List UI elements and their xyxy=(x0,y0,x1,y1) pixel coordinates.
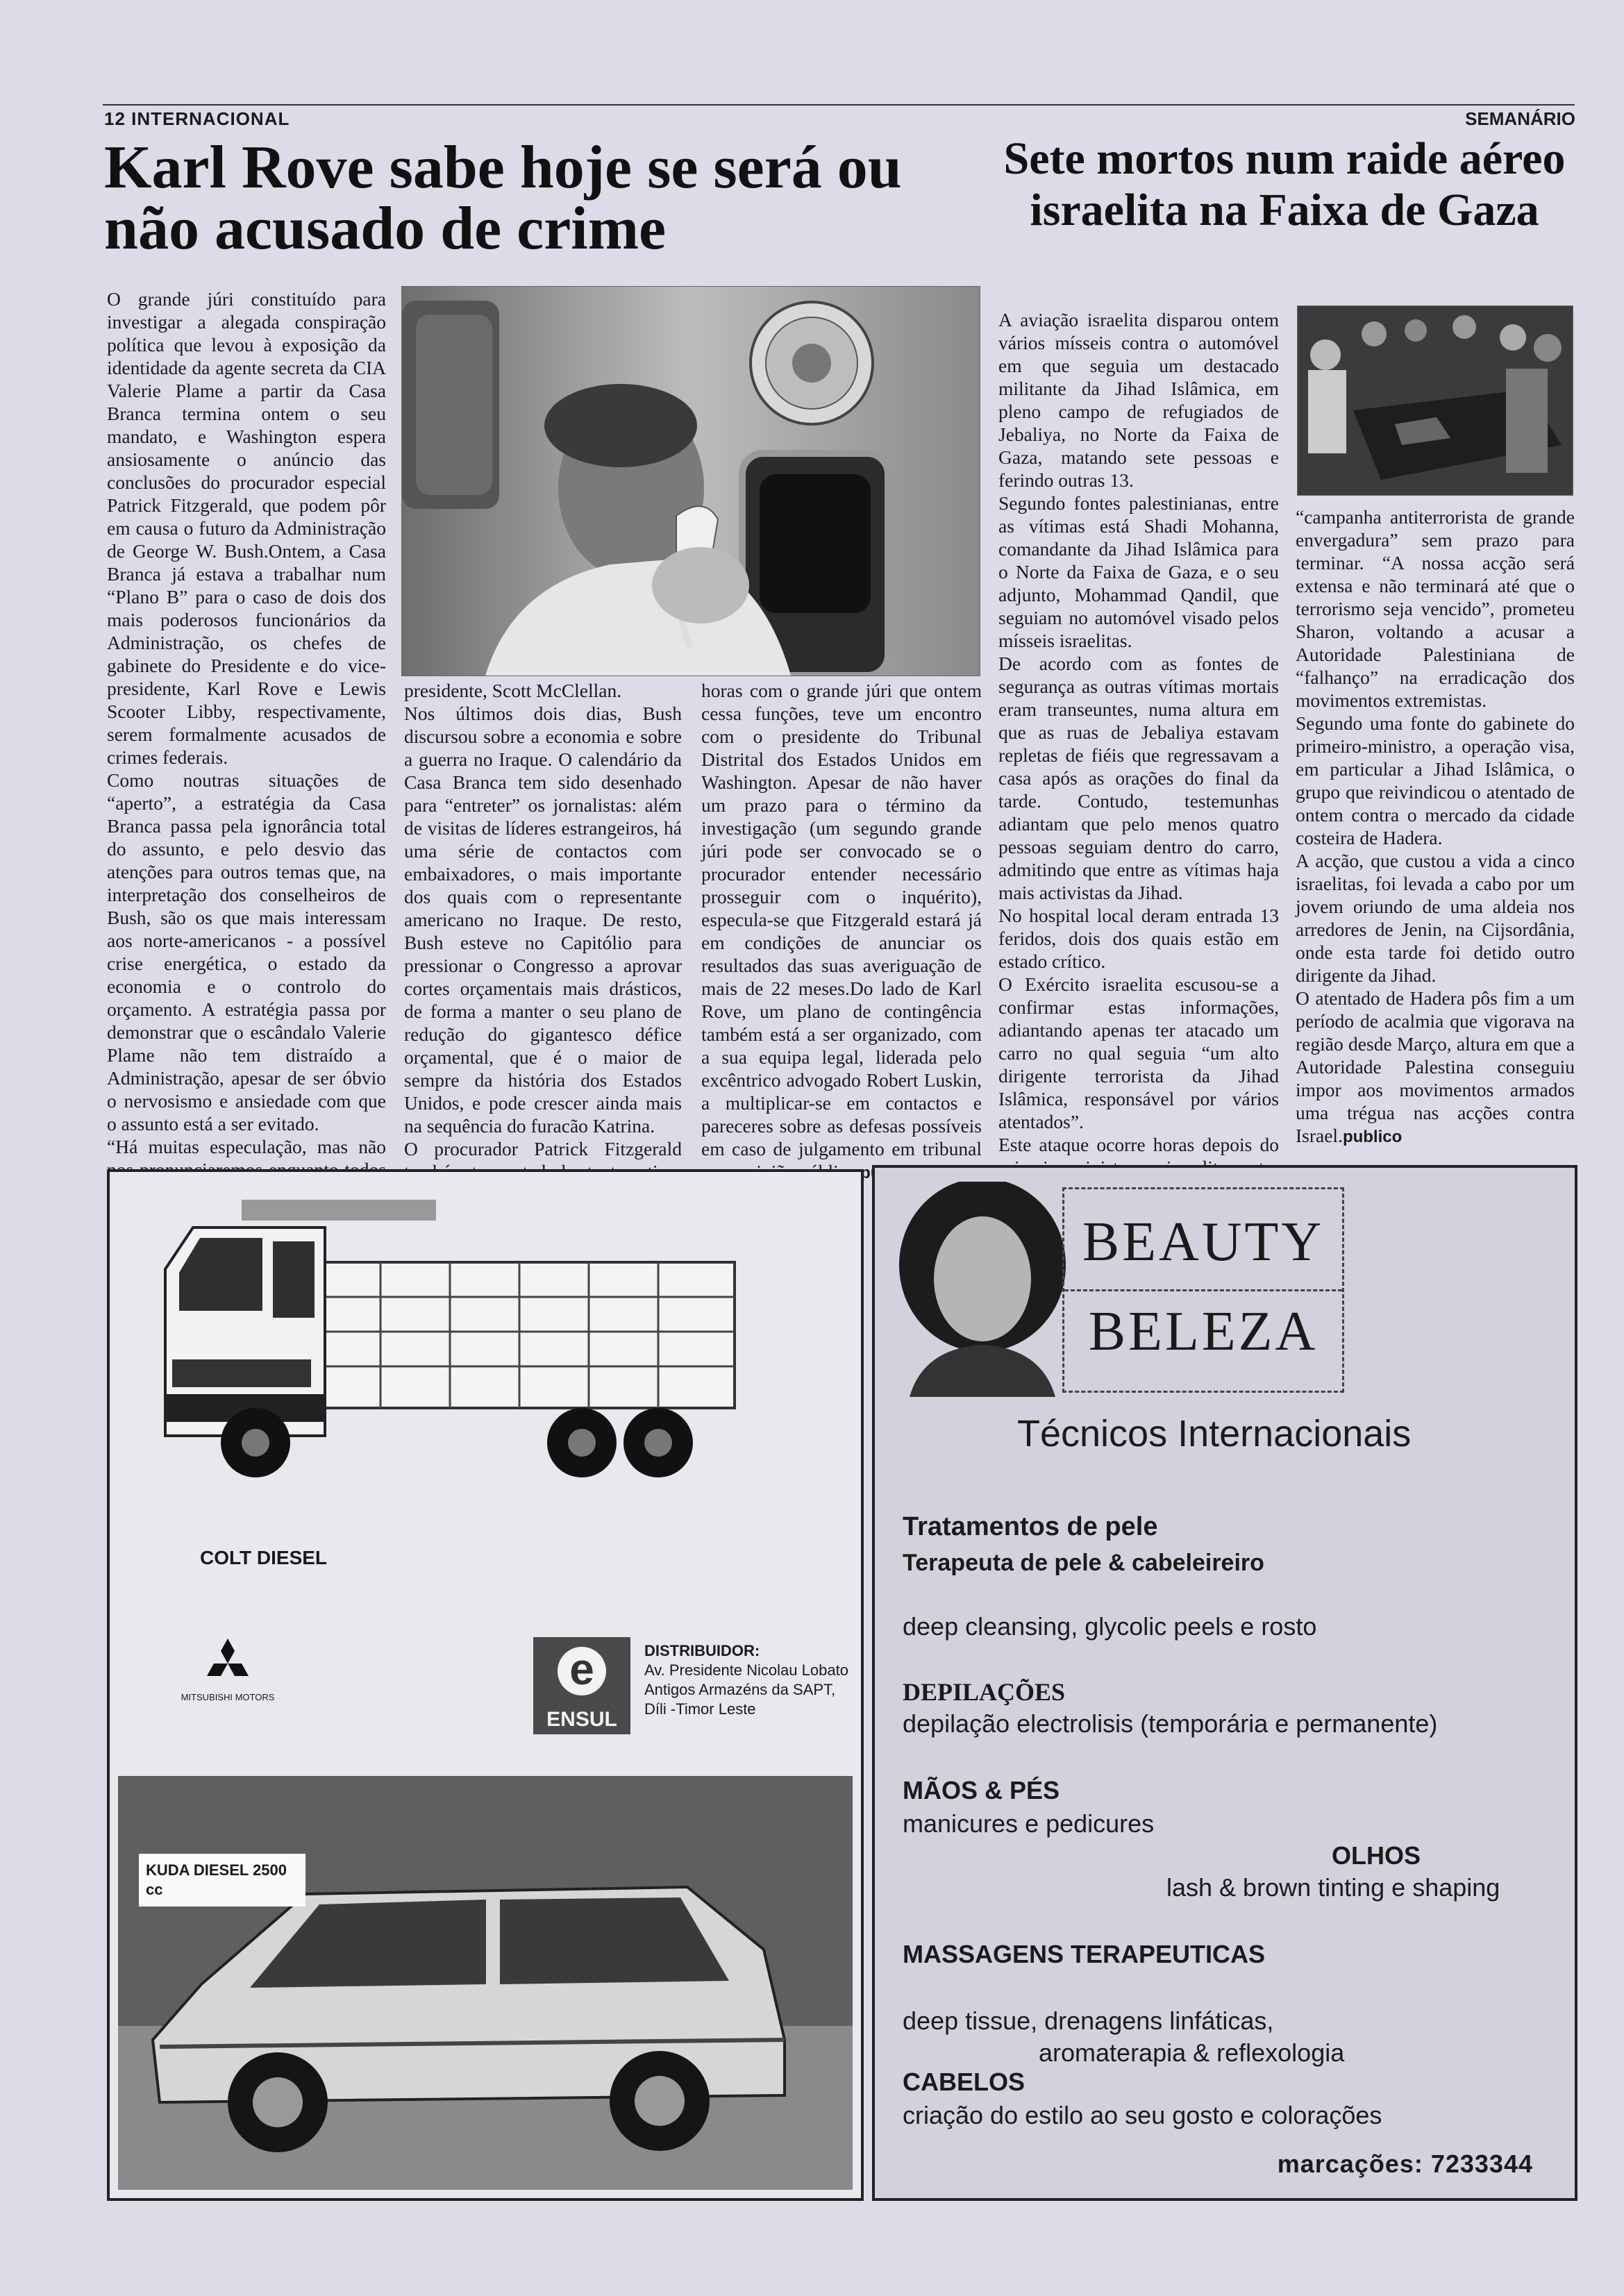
rove-paragraph: O procurador Patrick Fitzgerald xyxy=(404,1138,682,1159)
massage-items-2: aromaterapia & reflexologia xyxy=(1039,2038,1345,2067)
mitsubishi-logo-icon xyxy=(203,1637,252,1686)
newspaper-name: SEMANÁRIO xyxy=(1465,108,1575,129)
rove-paragraph: presidente, Scott McClellan. xyxy=(404,680,622,701)
woman-portrait-image xyxy=(896,1182,1069,1397)
rove-paragraph: O grande júri constituído para investigar a alegada conspiração política que levou à exposição da identidade da agente secreta da CIA Valerie Plame a partir da Casa Branca termina ontem o seu mandato, e Washington espera ansiosamente o anúncio das conclusões do procurador especial Patrick Fitzgerald, que podem pôr em causa o futuro da Administração de George W. Bush.Ontem, a Casa Branca já estava a trabalhar num “Plano B” para o caso de dois dos mais poderosos funcionários da Administração, os chefes de gabinete do Presidente e do vice-presidente, Karl Rove e Lewis Scooter Libby, respectivamente, serem formalmente acusados de crimes federais. xyxy=(107,288,386,768)
mitsubishi-ad xyxy=(107,1169,864,2201)
eyes-title: OLHOS xyxy=(1332,1841,1421,1870)
skin-section-sub: Terapeuta de pele & cabeleireiro xyxy=(903,1550,1264,1576)
ensul-label: ENSUL xyxy=(546,1708,617,1731)
hands-feet-items: manicures e pedicures xyxy=(903,1809,1155,1838)
skin-section-items: deep cleansing, glycolic peels e rosto xyxy=(903,1612,1317,1641)
kuda-car-photo xyxy=(118,1776,853,2190)
hair-removal-items: depilação electrolisis (temporária e permanente) xyxy=(903,1709,1438,1738)
gaza-signature: publico xyxy=(1342,1128,1403,1146)
beauty-ad xyxy=(872,1165,1577,2201)
gaza-paragraph: Este ataque ocorre horas depois do xyxy=(998,1134,1279,1155)
rove-paragraph: Nos últimos dois dias, Bush discursou sobre a economia e sobre a guerra no Iraque. O calendário da Casa Branca tem sido desenhado para “entreter” os jornalistas: além de visitas de líderes estrangeiros, há uma série de contactos com embaixadores, o mais importante dos quais com o representante americano no Iraque. De resto, Bush esteve no Capitólio para pressionar o Congresso a aprovar cortes orçamentais mais drásticos, de forma a manter o seu plano de redução do gigantesco défice orçamental, que é o maior de sempre da história dos Estados Unidos, e pode crescer ainda mais na sequência do furacão Katrina. xyxy=(404,703,682,1137)
mitsubishi-brand: MITSUBISHI MOTORS xyxy=(181,1692,275,1702)
gaza-paragraph: No hospital local deram entrada 13 feridos, dois dos quais estão em estado crítico. xyxy=(998,905,1279,972)
rove-headline: Karl Rove sabe hoje se será ou não acusado de crime xyxy=(104,134,902,262)
skin-section-title: Tratamentos de pele xyxy=(903,1512,1158,1541)
gaza-paragraph: O atentado de Hadera pôs fim a um período de acalmia que vigorava na região desde Março, altura em que a Autoridade Palestina conseguiu impor aos movimentos armados uma trégua nas acções contra Israel.publico xyxy=(1296,987,1575,1146)
gaza-column-2 xyxy=(1296,505,1575,1148)
rove-column-1 xyxy=(107,287,386,1227)
logo-beleza: BELEZA xyxy=(1064,1289,1342,1365)
hair-title: CABELOS xyxy=(903,2068,1026,2096)
hair-items: criação do estilo ao seu gosto e colorações xyxy=(903,2101,1382,2129)
logo-beauty: BEAUTY xyxy=(1082,1212,1325,1273)
hands-feet-title: MÃOS & PÉS xyxy=(903,1776,1060,1804)
mitsubishi-logo xyxy=(179,1637,276,1703)
rove-column-3 xyxy=(701,679,982,1184)
hair-removal-title: DEPILAÇÕES xyxy=(903,1678,1066,1706)
beauty-beleza-logo xyxy=(1062,1187,1344,1393)
gaza-paragraph: De acordo com as fontes de segurança as outras vítimas mortais eram transeuntes, numa altura em que as ruas de Jebaliya estavam repletas de fiéis que regressavam a casa após as orações do final da tarde. Contudo, testemunhas adiantam que pelo menos quatro pessoas seguiam dentro do carro, admitindo que entre as vítimas haja mais activistas da Jihad. xyxy=(998,653,1279,903)
eyes-items: lash & brown tinting e shaping xyxy=(1166,1873,1500,1902)
distributor-line: Av. Presidente Nicolau Lobato xyxy=(644,1661,848,1679)
booking-phone: marcações: 7233344 xyxy=(1277,2150,1533,2178)
gaza-crowd-photo xyxy=(1297,305,1573,496)
car-label: KUDA DIESEL 2500 cc xyxy=(139,1854,305,1907)
rove-paragraph: horas com o grande júri que ontem cessa funções, teve um encontro com o presidente do Tribunal Distrital dos Estados Unidos em Washington. Apesar de não haver um prazo para o término da investigação (um segundo grande júri pode ser convocado se o procurador entender necessário prosseguir com o inquérito), especula-se que Fitzgerald estará já em condições de anunciar os resultados das suas averiguação de mais de 22 meses.Do lado de Karl Rove, um plano de contingência também está a ser organizado, com a sua equipa legal, liderada pelo excêntrico advogado Robert Luskin, a multiplicar-se em contactos e pareceres sobre as defesas possíveis em caso de julgamento em tribunal xyxy=(701,679,982,1184)
gaza-paragraph: A acção, que custou a vida a cinco israelitas, foi levada a cabo por um jovem oriundo de uma aldeia nos arredores de Jenin, na Cijsordânia, onde esta tarde foi detido outro dirigente da Jihad. xyxy=(1296,850,1575,986)
rove-column-2 xyxy=(404,679,682,1206)
gaza-column-1 xyxy=(998,308,1279,1202)
bush-phone-photo xyxy=(401,286,980,676)
massage-title: MASSAGENS TERAPEUTICAS xyxy=(903,1940,1266,1968)
header-rule xyxy=(103,104,1575,106)
rove-paragraph: Como noutras situações de “aperto”, a estratégia da Casa Branca passa pela ignorância total do assunto, e pelo desvio das atenções para outros temas que, na interpretação dos conselheiros de Bush, são os que mais interessam aos norte-americanos - a possível crise energética, o estado da economia e o controlo do orçamento. A estratégia passa por demonstrar que o escândalo Valerie Plame não tem distraído a Administração, apesar de ser óbvio o nervosismo e ansiedade com que o assunto está a ser evitado. xyxy=(107,769,386,1134)
gaza-headline: Sete mortos num raide aéreo israelita na Faixa de Gaza xyxy=(1003,133,1566,235)
ensul-logo-icon: e ENSUL xyxy=(533,1637,630,1734)
distributor-line: Díli -Timor Leste xyxy=(644,1700,756,1718)
distributor-title: DISTRIBUIDOR: xyxy=(644,1642,760,1659)
gaza-paragraph: Segundo uma fonte do gabinete do primeiro-ministro, a operação visa, em particular a Jihad Islâmica, o grupo que reivindicou o atentado de ontem contra o mercado da cidade costeira de Hadera. xyxy=(1296,712,1575,848)
gaza-paragraph: A aviação israelita disparou ontem vários mísseis contra o automóvel em que seguia um destacado militante da Jihad Islâmica, em pleno campo de refugiados de Jebaliya, no Norte da Faixa de Gaza, matando sete pessoas e ferindo outras 13. xyxy=(998,309,1279,491)
presidential-seal-icon xyxy=(751,302,873,424)
colt-diesel-truck-image xyxy=(151,1186,748,1491)
gaza-paragraph: O Exército israelita escusou-se a confirmar estas informações, adiantando apenas ter atacado um carro no qual seguia “um alto dirigente terrorista da Jihad Islâmica, responsável por vários atentados”. xyxy=(998,973,1279,1132)
distributor-block xyxy=(644,1641,848,1719)
gaza-paragraph: Segundo fontes palestinianas, entre as vítimas está Shadi Mohanna, comandante da Jihad Islâmica para o Norte da Faixa de Gaza, e o seu adjunto, Mohammad Qandil, que seguiam no automóvel visado pelos mísseis israelitas. xyxy=(998,492,1279,651)
gaza-paragraph: “campanha antiterrorista de grande envergadura” sem prazo para terminar. “A nossa acção será extensa e não terminará até que o terrorismo seja vencido”, prometeu Sharon, voltando a acusar a Autoridade Palestiniana de “falhanço” na erradicação dos movimentos extremistas. xyxy=(1296,506,1575,711)
massage-items-1: deep tissue, drenagens linfáticas, xyxy=(903,2006,1274,2035)
rove-paragraph: “Há muitas especulação, mas não xyxy=(107,1136,386,1157)
distributor-line: Antigos Armazéns da SAPT, xyxy=(644,1681,836,1698)
truck-label: COLT DIESEL xyxy=(200,1547,328,1568)
section-label: 12 INTERNACIONAL xyxy=(104,108,290,129)
beauty-title: Técnicos Internacionais xyxy=(1017,1413,1412,1455)
